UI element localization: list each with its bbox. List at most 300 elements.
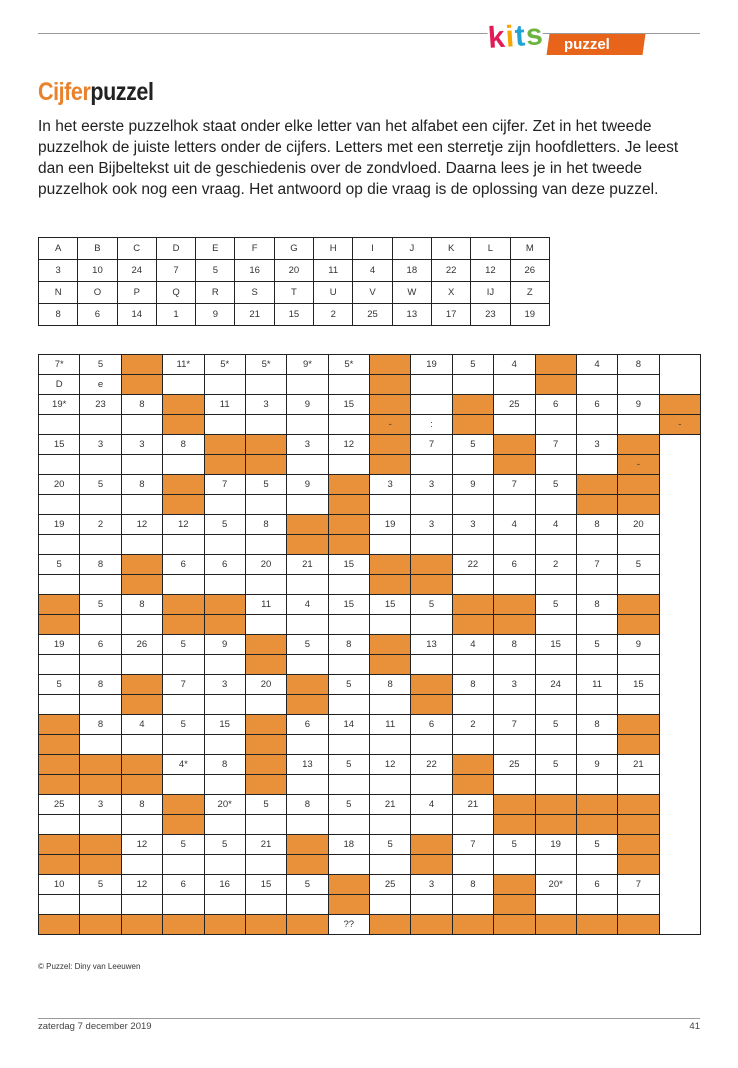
answer-cell[interactable]	[494, 415, 535, 435]
answer-cell[interactable]	[452, 895, 493, 915]
answer-cell[interactable]	[535, 495, 576, 515]
filled-cell	[287, 915, 328, 935]
letter-cell: B	[78, 238, 117, 260]
filled-cell	[121, 555, 162, 575]
number-cell: 4	[494, 515, 535, 535]
answer-cell[interactable]	[535, 415, 576, 435]
answer-cell[interactable]	[204, 495, 245, 515]
answer-cell[interactable]	[163, 655, 204, 675]
answer-cell[interactable]	[80, 455, 121, 475]
filled-cell	[328, 495, 369, 515]
answer-cell[interactable]	[80, 535, 121, 555]
answer-cell[interactable]	[370, 815, 411, 835]
filled-cell	[370, 555, 411, 575]
answer-cell[interactable]	[163, 855, 204, 875]
filled-cell	[245, 755, 286, 775]
answer-cell[interactable]	[576, 615, 617, 635]
number-cell: 15	[535, 635, 576, 655]
answer-cell[interactable]	[204, 735, 245, 755]
grid-answer-row	[39, 415, 701, 435]
answer-cell[interactable]	[204, 655, 245, 675]
filled-cell	[121, 775, 162, 795]
number-cell: 5	[370, 835, 411, 855]
answer-cell[interactable]	[204, 695, 245, 715]
filled-cell	[39, 915, 80, 935]
answer-cell[interactable]	[370, 495, 411, 515]
answer-cell[interactable]	[287, 375, 328, 395]
code-cell: 8	[39, 304, 78, 326]
answer-cell[interactable]	[618, 535, 659, 555]
answer-cell[interactable]	[494, 735, 535, 755]
answer-cell[interactable]	[287, 455, 328, 475]
answer-cell[interactable]	[576, 535, 617, 555]
code-cell: 16	[235, 260, 274, 282]
answer-cell[interactable]	[452, 535, 493, 555]
filled-cell	[370, 455, 411, 475]
puzzle-grid	[38, 354, 701, 935]
number-cell: 3	[287, 435, 328, 455]
answer-cell[interactable]	[39, 655, 80, 675]
filled-cell	[535, 795, 576, 815]
answer-cell[interactable]	[163, 375, 204, 395]
answer-cell[interactable]	[411, 375, 452, 395]
answer-cell[interactable]	[39, 495, 80, 515]
answer-cell[interactable]	[576, 375, 617, 395]
filled-cell	[287, 695, 328, 715]
answer-cell[interactable]	[452, 855, 493, 875]
number-cell: 3	[494, 675, 535, 695]
answer-cell[interactable]	[576, 895, 617, 915]
answer-cell[interactable]	[452, 815, 493, 835]
number-cell: 5	[80, 875, 121, 895]
filled-cell	[618, 495, 659, 515]
answer-cell[interactable]	[494, 495, 535, 515]
filled-cell	[452, 595, 493, 615]
number-cell: 5	[287, 875, 328, 895]
answer-cell[interactable]	[618, 655, 659, 675]
answer-cell[interactable]	[121, 455, 162, 475]
answer-cell[interactable]	[494, 655, 535, 675]
number-cell: 22	[411, 755, 452, 775]
filled-cell	[287, 855, 328, 875]
answer-cell[interactable]	[80, 575, 121, 595]
answer-cell[interactable]	[452, 455, 493, 475]
number-cell: 12	[328, 435, 369, 455]
answer-cell[interactable]	[80, 495, 121, 515]
answer-cell[interactable]	[39, 455, 80, 475]
answer-cell[interactable]	[452, 575, 493, 595]
number-cell: 6	[411, 715, 452, 735]
number-cell: 9	[576, 755, 617, 775]
filled-cell	[39, 735, 80, 755]
filled-cell	[39, 615, 80, 635]
answer-cell[interactable]	[576, 735, 617, 755]
number-cell: 5	[535, 755, 576, 775]
answer-cell[interactable]	[121, 815, 162, 835]
answer-cell[interactable]	[618, 775, 659, 795]
letter-cell: F	[235, 238, 274, 260]
answer-cell[interactable]	[411, 495, 452, 515]
answer-cell[interactable]	[39, 415, 80, 435]
number-cell: 15	[328, 395, 369, 415]
answer-cell[interactable]	[411, 615, 452, 635]
filled-cell	[370, 635, 411, 655]
answer-cell[interactable]	[80, 895, 121, 915]
answer-cell[interactable]	[370, 775, 411, 795]
answer-cell[interactable]	[452, 695, 493, 715]
number-cell: 19	[535, 835, 576, 855]
answer-cell[interactable]	[576, 415, 617, 435]
answer-cell[interactable]	[535, 695, 576, 715]
code-cell: 13	[392, 304, 431, 326]
answer-cell[interactable]	[287, 735, 328, 755]
code-cell: 4	[353, 260, 392, 282]
answer-cell[interactable]	[204, 815, 245, 835]
filled-cell	[163, 815, 204, 835]
answer-cell[interactable]	[494, 775, 535, 795]
answer-cell[interactable]	[535, 575, 576, 595]
number-cell: 24	[535, 675, 576, 695]
answer-cell[interactable]	[121, 655, 162, 675]
answer-cell[interactable]	[163, 775, 204, 795]
answer-cell[interactable]	[121, 895, 162, 915]
filled-cell	[163, 915, 204, 935]
number-cell: 12	[121, 875, 162, 895]
number-cell: 9*	[287, 355, 328, 375]
answer-cell[interactable]	[245, 615, 286, 635]
letter-cell: G	[274, 238, 313, 260]
answer-cell[interactable]	[370, 895, 411, 915]
answer-cell[interactable]	[494, 855, 535, 875]
answer-cell[interactable]	[535, 855, 576, 875]
answer-cell[interactable]	[287, 655, 328, 675]
grid-answer-row	[39, 655, 701, 675]
number-cell: 8	[204, 755, 245, 775]
filled-cell	[245, 775, 286, 795]
answer-cell[interactable]	[163, 455, 204, 475]
number-cell: 3	[121, 435, 162, 455]
filled-cell	[80, 835, 121, 855]
letter-cell: L	[471, 238, 510, 260]
number-cell: 15	[370, 595, 411, 615]
answer-cell[interactable]	[535, 615, 576, 635]
answer-cell[interactable]	[328, 615, 369, 635]
number-cell: 3	[370, 475, 411, 495]
answer-cell[interactable]	[163, 735, 204, 755]
footer-rule	[38, 1018, 700, 1019]
answer-cell[interactable]	[411, 735, 452, 755]
code-cell: 24	[117, 260, 156, 282]
answer-cell[interactable]	[411, 655, 452, 675]
footer-date: zaterdag 7 december 2019	[38, 1021, 152, 1032]
answer-cell[interactable]	[535, 535, 576, 555]
answer-cell[interactable]	[163, 535, 204, 555]
filled-cell	[576, 795, 617, 815]
filled-cell	[618, 835, 659, 855]
number-cell: 4	[576, 355, 617, 375]
answer-cell[interactable]	[328, 575, 369, 595]
letter-cell: K	[431, 238, 470, 260]
answer-cell[interactable]	[39, 695, 80, 715]
answer-cell[interactable]	[39, 895, 80, 915]
number-cell: 7	[535, 435, 576, 455]
answer-cell[interactable]	[287, 575, 328, 595]
answer-cell[interactable]	[411, 815, 452, 835]
number-cell: 8	[576, 515, 617, 535]
filled-cell	[411, 835, 452, 855]
answer-cell[interactable]	[452, 495, 493, 515]
filled-cell	[494, 795, 535, 815]
answer-cell[interactable]	[411, 535, 452, 555]
answer-cell[interactable]	[452, 655, 493, 675]
intro-text: In het eerste puzzelhok staat onder elke letter van het alfabet een cijfer. Zet in het tweede puzzelhok de juiste letters onder de cijfers. Letters met een sterretje zijn hoofdletters. Je leest dan een Bijbeltekst uit de geschiedenis over de zondvloed. Daarna lees je in het tweede puzzelhok ook nog een vraag. Het antwoord op die vraag is de oplossing van deze puzzel.	[38, 118, 679, 198]
answer-cell[interactable]	[245, 855, 286, 875]
letter-cell: T	[274, 282, 313, 304]
answer-cell[interactable]	[618, 375, 659, 395]
number-cell: 8	[576, 715, 617, 735]
number-cell: 5	[80, 595, 121, 615]
title-part-cijfer: Cijfer	[38, 78, 91, 106]
answer-cell[interactable]	[287, 415, 328, 435]
answer-cell[interactable]	[245, 375, 286, 395]
answer-cell[interactable]	[121, 535, 162, 555]
letter-cell: P	[117, 282, 156, 304]
number-cell: 20	[618, 515, 659, 535]
number-cell: 6	[494, 555, 535, 575]
answer-cell[interactable]	[121, 415, 162, 435]
filled-cell	[411, 915, 452, 935]
answer-cell[interactable]	[576, 775, 617, 795]
number-cell: 3	[411, 515, 452, 535]
answer-cell[interactable]	[328, 775, 369, 795]
filled-cell	[370, 915, 411, 935]
grid-answer-row	[39, 455, 701, 475]
number-cell: 2	[535, 555, 576, 575]
grid-number-row	[39, 635, 701, 655]
answer-cell[interactable]	[535, 455, 576, 475]
answer-cell[interactable]	[204, 375, 245, 395]
number-cell: 21	[287, 555, 328, 575]
answer-cell[interactable]	[204, 415, 245, 435]
answer-cell[interactable]	[39, 815, 80, 835]
filled-cell: -	[618, 455, 659, 475]
number-cell: 6	[287, 715, 328, 735]
answer-cell[interactable]	[80, 735, 121, 755]
answer-cell[interactable]	[576, 855, 617, 875]
number-cell: 13	[287, 755, 328, 775]
answer-cell[interactable]	[618, 695, 659, 715]
code-cell: 18	[392, 260, 431, 282]
letter-cell: N	[39, 282, 78, 304]
answer-cell[interactable]	[576, 575, 617, 595]
answer-cell[interactable]	[535, 735, 576, 755]
number-cell: 25	[494, 395, 535, 415]
answer-cell[interactable]	[618, 895, 659, 915]
filled-cell	[535, 375, 576, 395]
answer-cell[interactable]	[328, 655, 369, 675]
answer-cell[interactable]	[328, 695, 369, 715]
answer-cell[interactable]	[411, 455, 452, 475]
answer-cell[interactable]	[370, 695, 411, 715]
answer-cell[interactable]	[80, 815, 121, 835]
number-cell: 19	[411, 355, 452, 375]
filled-cell	[618, 595, 659, 615]
letter-cell: Z	[510, 282, 549, 304]
number-cell: 8	[328, 635, 369, 655]
answer-cell[interactable]	[328, 855, 369, 875]
filled-cell	[121, 355, 162, 375]
filled-cell	[411, 855, 452, 875]
filled-cell	[328, 895, 369, 915]
answer-cell[interactable]	[494, 535, 535, 555]
answer-cell[interactable]	[204, 535, 245, 555]
answer-cell[interactable]	[370, 615, 411, 635]
answer-cell[interactable]	[328, 455, 369, 475]
answer-cell[interactable]	[370, 855, 411, 875]
answer-cell[interactable]	[80, 615, 121, 635]
number-cell: 5	[39, 555, 80, 575]
filled-cell	[245, 735, 286, 755]
grid-answer-row	[39, 535, 701, 555]
answer-cell[interactable]: D	[39, 375, 80, 395]
number-cell: 5	[576, 635, 617, 655]
answer-cell[interactable]	[204, 775, 245, 795]
number-cell: 21	[245, 835, 286, 855]
answer-cell[interactable]	[576, 655, 617, 675]
number-cell: 5	[618, 555, 659, 575]
answer-cell[interactable]	[618, 415, 659, 435]
answer-cell[interactable]	[535, 655, 576, 675]
answer-cell[interactable]	[287, 815, 328, 835]
answer-cell[interactable]	[245, 815, 286, 835]
filled-cell	[163, 615, 204, 635]
answer-cell[interactable]	[204, 575, 245, 595]
grid-number-row	[39, 715, 701, 735]
answer-cell[interactable]	[245, 535, 286, 555]
question-cell[interactable]: ??	[328, 915, 369, 935]
number-cell: 6	[204, 555, 245, 575]
answer-cell[interactable]	[204, 895, 245, 915]
grid-number-row	[39, 435, 701, 455]
filled-cell	[618, 815, 659, 835]
answer-cell[interactable]	[535, 775, 576, 795]
number-cell: 11*	[163, 355, 204, 375]
number-cell: 8	[576, 595, 617, 615]
answer-cell[interactable]	[39, 575, 80, 595]
answer-cell[interactable]	[494, 575, 535, 595]
answer-cell[interactable]	[452, 375, 493, 395]
answer-cell[interactable]	[370, 535, 411, 555]
answer-cell[interactable]: e	[80, 375, 121, 395]
grid-number-row	[39, 515, 701, 535]
answer-cell[interactable]	[245, 695, 286, 715]
answer-cell[interactable]	[80, 415, 121, 435]
answer-cell[interactable]	[328, 735, 369, 755]
answer-cell[interactable]	[576, 695, 617, 715]
answer-cell[interactable]	[204, 855, 245, 875]
letter-cell: IJ	[471, 282, 510, 304]
number-cell: 5*	[328, 355, 369, 375]
answer-cell[interactable]	[328, 815, 369, 835]
number-cell: 9	[287, 395, 328, 415]
filled-cell	[163, 415, 204, 435]
answer-cell[interactable]	[452, 735, 493, 755]
filled-cell	[121, 575, 162, 595]
answer-cell[interactable]	[287, 495, 328, 515]
number-cell: 5	[163, 715, 204, 735]
answer-cell[interactable]	[80, 695, 121, 715]
answer-cell[interactable]	[370, 735, 411, 755]
answer-cell[interactable]	[245, 575, 286, 595]
answer-cell[interactable]	[163, 575, 204, 595]
answer-cell[interactable]	[328, 375, 369, 395]
answer-cell[interactable]	[287, 895, 328, 915]
answer-cell[interactable]: :	[411, 415, 452, 435]
answer-cell[interactable]	[121, 615, 162, 635]
number-cell: 5	[163, 635, 204, 655]
number-cell: 2	[80, 515, 121, 535]
number-cell: 23	[80, 395, 121, 415]
number-cell: 5	[328, 755, 369, 775]
filled-cell	[618, 435, 659, 455]
code-cell: 19	[510, 304, 549, 326]
number-cell: 9	[204, 635, 245, 655]
answer-cell[interactable]	[245, 415, 286, 435]
filled-cell: -	[370, 415, 411, 435]
answer-cell[interactable]	[245, 895, 286, 915]
answer-cell[interactable]	[411, 775, 452, 795]
number-cell: 15	[39, 435, 80, 455]
number-cell: 2	[452, 715, 493, 735]
section-banner	[547, 34, 646, 55]
answer-cell[interactable]	[535, 895, 576, 915]
answer-cell[interactable]	[576, 455, 617, 475]
answer-cell[interactable]	[245, 495, 286, 515]
grid-final-row	[39, 915, 701, 935]
filled-cell	[245, 635, 286, 655]
filled-cell	[618, 855, 659, 875]
number-cell: 6	[163, 555, 204, 575]
answer-cell[interactable]	[494, 375, 535, 395]
number-cell: 8	[287, 795, 328, 815]
filled-cell	[494, 615, 535, 635]
number-cell: 15	[328, 595, 369, 615]
title-part-puzzel: puzzel	[90, 78, 154, 106]
answer-cell[interactable]	[80, 655, 121, 675]
filled-cell	[535, 815, 576, 835]
answer-cell[interactable]	[411, 895, 452, 915]
answer-cell[interactable]	[163, 895, 204, 915]
answer-cell[interactable]	[328, 415, 369, 435]
number-cell: 5	[452, 355, 493, 375]
grid-number-row	[39, 875, 701, 895]
answer-cell[interactable]	[121, 855, 162, 875]
filled-cell	[121, 375, 162, 395]
answer-cell[interactable]	[39, 535, 80, 555]
answer-cell[interactable]	[287, 775, 328, 795]
answer-cell[interactable]	[618, 575, 659, 595]
answer-cell[interactable]	[163, 695, 204, 715]
filled-cell	[39, 715, 80, 735]
answer-cell[interactable]	[494, 695, 535, 715]
answer-cell[interactable]	[121, 735, 162, 755]
letter-cell: J	[392, 238, 431, 260]
number-cell: 8	[80, 555, 121, 575]
number-cell	[411, 395, 452, 415]
number-cell: 22	[452, 555, 493, 575]
answer-cell[interactable]	[121, 495, 162, 515]
answer-cell[interactable]	[287, 615, 328, 635]
